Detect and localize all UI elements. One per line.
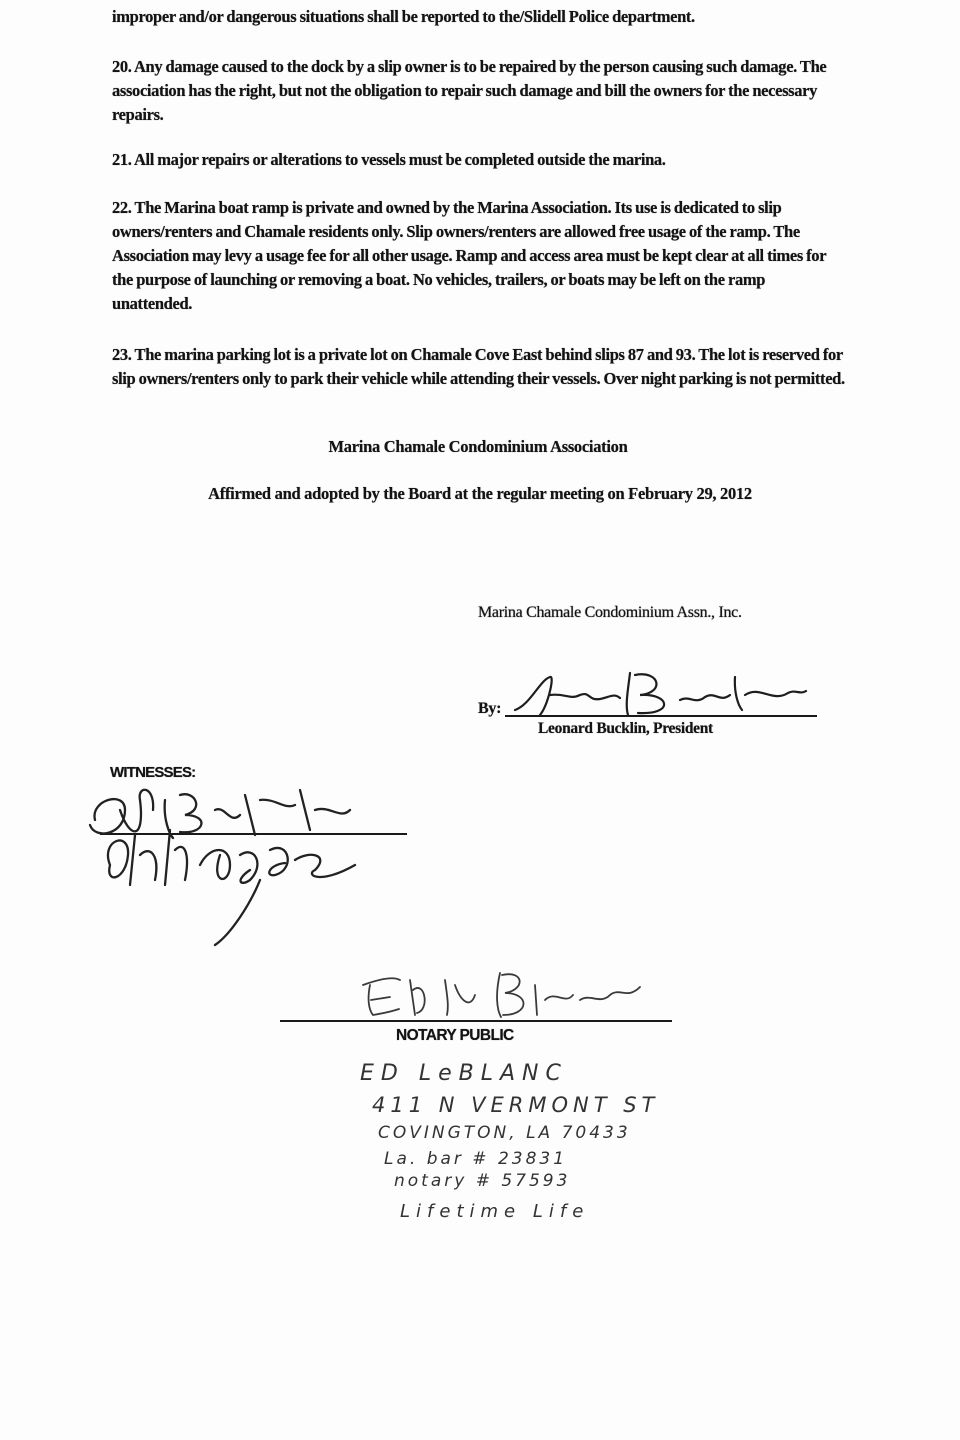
rule-23: 23. The marina parking lot is a private lot on Chamale Cove East behind slips 87 and 93. The lot is reserved for slip owners/renters only to park their vehicle while attending their vessels. Over night parking is not permitted. [112, 345, 845, 388]
notary-number-handwritten: notary # 57593 [394, 1171, 571, 1191]
notary-signature-line [280, 1020, 672, 1022]
rule-22: 22. The Marina boat ramp is private and owned by the Marina Association. Its use is dedicated to slip owners/renters and Chamale residents only. Slip owners/renters are allowed free usage of the ramp. The Association may levy a usage fee for all other usage. Ramp and access area must be kept clear at all times for the purpose of launching or removing a boat. No vehicles, trailers, or boats may be left on the ramp unattended. [112, 198, 826, 313]
witness-2-signature [90, 825, 390, 955]
entity-name: Marina Chamale Condominium Assn., Inc. [478, 604, 742, 621]
witnesses-label: WITNESSES: [110, 764, 196, 781]
notary-signature [355, 965, 655, 1025]
affirmation-line: Affirmed and adopted by the Board at the regular meeting on February 29, 2012 [208, 484, 752, 503]
rule-21: 21. All major repairs or alterations to vessels must be completed outside the marina. [112, 150, 666, 169]
intro-fragment: improper and/or dangerous situations shall be reported to the/Slidell Police department. [112, 7, 695, 26]
notary-address-handwritten: 411 N VERMONT ST [372, 1093, 660, 1117]
president-signature [510, 665, 810, 725]
signatory-name: Leonard Bucklin, President [538, 720, 713, 737]
by-label: By: [478, 700, 502, 717]
notary-bar-number-handwritten: La. bar # 23831 [384, 1149, 568, 1169]
notary-commission-handwritten: Lifetime Life [400, 1201, 590, 1222]
notary-name-handwritten: ED LeBLANC [360, 1061, 568, 1086]
rule-20: 20. Any damage caused to the dock by a slip owner is to be repaired by the person causing such damage. The association has the right, but not the obligation to repair such damage and bill the owners for the necessary repairs. [112, 57, 827, 124]
association-heading: Marina Chamale Condominium Association [328, 437, 628, 456]
notary-label: NOTARY PUBLIC [396, 1027, 514, 1044]
notary-city-handwritten: COVINGTON, LA 70433 [378, 1123, 631, 1143]
